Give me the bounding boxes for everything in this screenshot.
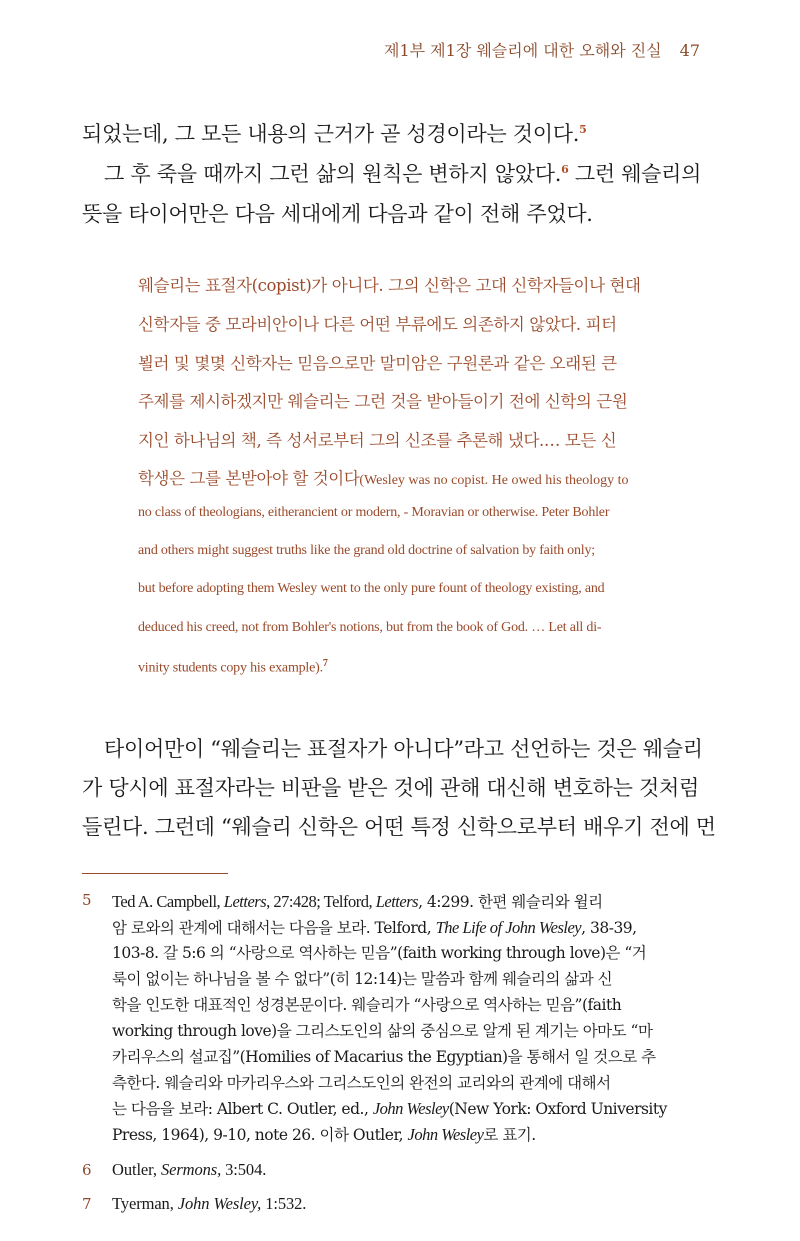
page-number: 47 [679,41,700,60]
header-title: 제1부 제1장 웨슬리에 대한 오해와 진실 [384,41,662,60]
body-line: 가 당시에 표절자라는 비판을 받은 것에 관해 대신해 변호하는 것처럼 [82,776,699,800]
footnote-line: Press, 1964), 9-10, note 26. 이하 Outler, John Wesley로 표기. [112,1125,536,1144]
quote-line: 신학자들 중 모라비안이나 다른 어떤 부류에도 의존하지 않았다. 피터 [138,315,617,334]
footnote-ref-5[interactable]: 5 [579,123,587,136]
running-header [384,38,700,61]
footnote-divider [82,873,228,874]
body-line: 타이어만이 “웨슬리는 표절자가 아니다”라고 선언하는 것은 웨슬리 [104,737,703,761]
footnote-line: 학을 인도한 대표적인 성경본문이다. 웨슬리가 “사랑으로 역사하는 믿음”(faith [112,996,622,1014]
quote-line: no class of theologians, eitherancient or modern, - Moravian or otherwise. Peter Bohler [138,505,610,520]
quote-line: 주제를 제시하겠지만 웨슬리는 그런 것을 받아들이기 전에 신학의 근원 [138,392,628,411]
footnote-line: 103-8. 갈 5:6 의 “사랑으로 역사하는 믿음”(faith working through love)은 “거 [112,944,647,962]
body-line: 들린다. 그런데 “웨슬리 신학은 어떤 특정 신학으로부터 배우기 전에 먼 [82,815,716,839]
footnote-line: 룩이 없이는 하나님을 볼 수 없다”(히 12:14)는 말씀과 함께 웨슬리의 삶과 신 [112,970,613,988]
footnote-number: 5 [82,891,92,909]
footnote-line: Outler, Sermons, 3:504. [112,1160,267,1179]
quote-line: vinity students copy his example).$^7$ [138,658,328,676]
footnote-line: 카리우스의 설교집”(Homilies of Macarius the Egyptian)을 통해서 일 것으로 추 [112,1048,656,1066]
quote-line: 학생은 그를 본받아야 할 것이다(Wesley was no copist. He owed his theology to [138,469,629,488]
quote-line: 웨슬리는 표절자(copist)가 아니다. 그의 신학은 고대 신학자들이나 현대 [138,276,641,295]
body-line: 그 후 죽을 때까지 그런 삶의 원칙은 변하지 않았다.$^6$ 그런 웨슬리의 [104,162,702,186]
footnote-line: working through love)을 그리스도인의 삶의 중심으로 알게 된 계기는 아마도 “마 [112,1022,653,1040]
footnote-number: 7 [82,1195,92,1213]
footnote-line: 암 로와의 관계에 대해서는 다음을 보라. Telford, The Life of John Wesley, 38-39, [112,918,637,937]
quote-line: but before adopting them Wesley went to the only pure fount of theology existing, and [138,581,605,596]
quote-line: 지인 하나님의 책, 즉 성서로부터 그의 신조를 추론해 냈다.… 모든 신 [138,431,617,450]
quote-line: 뵐러 및 몇몇 신학자는 믿음으로만 말미암은 구원론과 같은 오래된 큰 [138,354,617,373]
body-line: 되었는데, 그 모든 내용의 근거가 곧 성경이라는 것이다.$^5$ [82,122,587,146]
quote-line: deduced his creed, not from Bohler's notions, but from the book of God. … Let all di- [138,620,602,635]
footnote-ref-7[interactable]: 7 [322,658,328,669]
footnote-number: 6 [82,1161,92,1179]
footnote-line: Tyerman, John Wesley, 1:532. [112,1194,307,1213]
footnote-ref-6[interactable]: 6 [561,163,569,176]
body-line: 뜻을 타이어만은 다음 세대에게 다음과 같이 전해 주었다. [82,202,593,226]
footnote-line: 는 다음을 보라: Albert C. Outler, ed., John Wesley(New York: Oxford University [112,1099,667,1118]
footnote-line: Ted A. Campbell, Letters, 27:428; Telford, Letters, 4:299. 한편 웨슬리와 윌리 [112,892,603,911]
quote-line: and others might suggest truths like the grand old doctrine of salvation by faith only; [138,543,595,558]
footnote-line: 측한다. 웨슬리와 마카리우스와 그리스도인의 완전의 교리와의 관계에 대해서 [112,1074,611,1092]
